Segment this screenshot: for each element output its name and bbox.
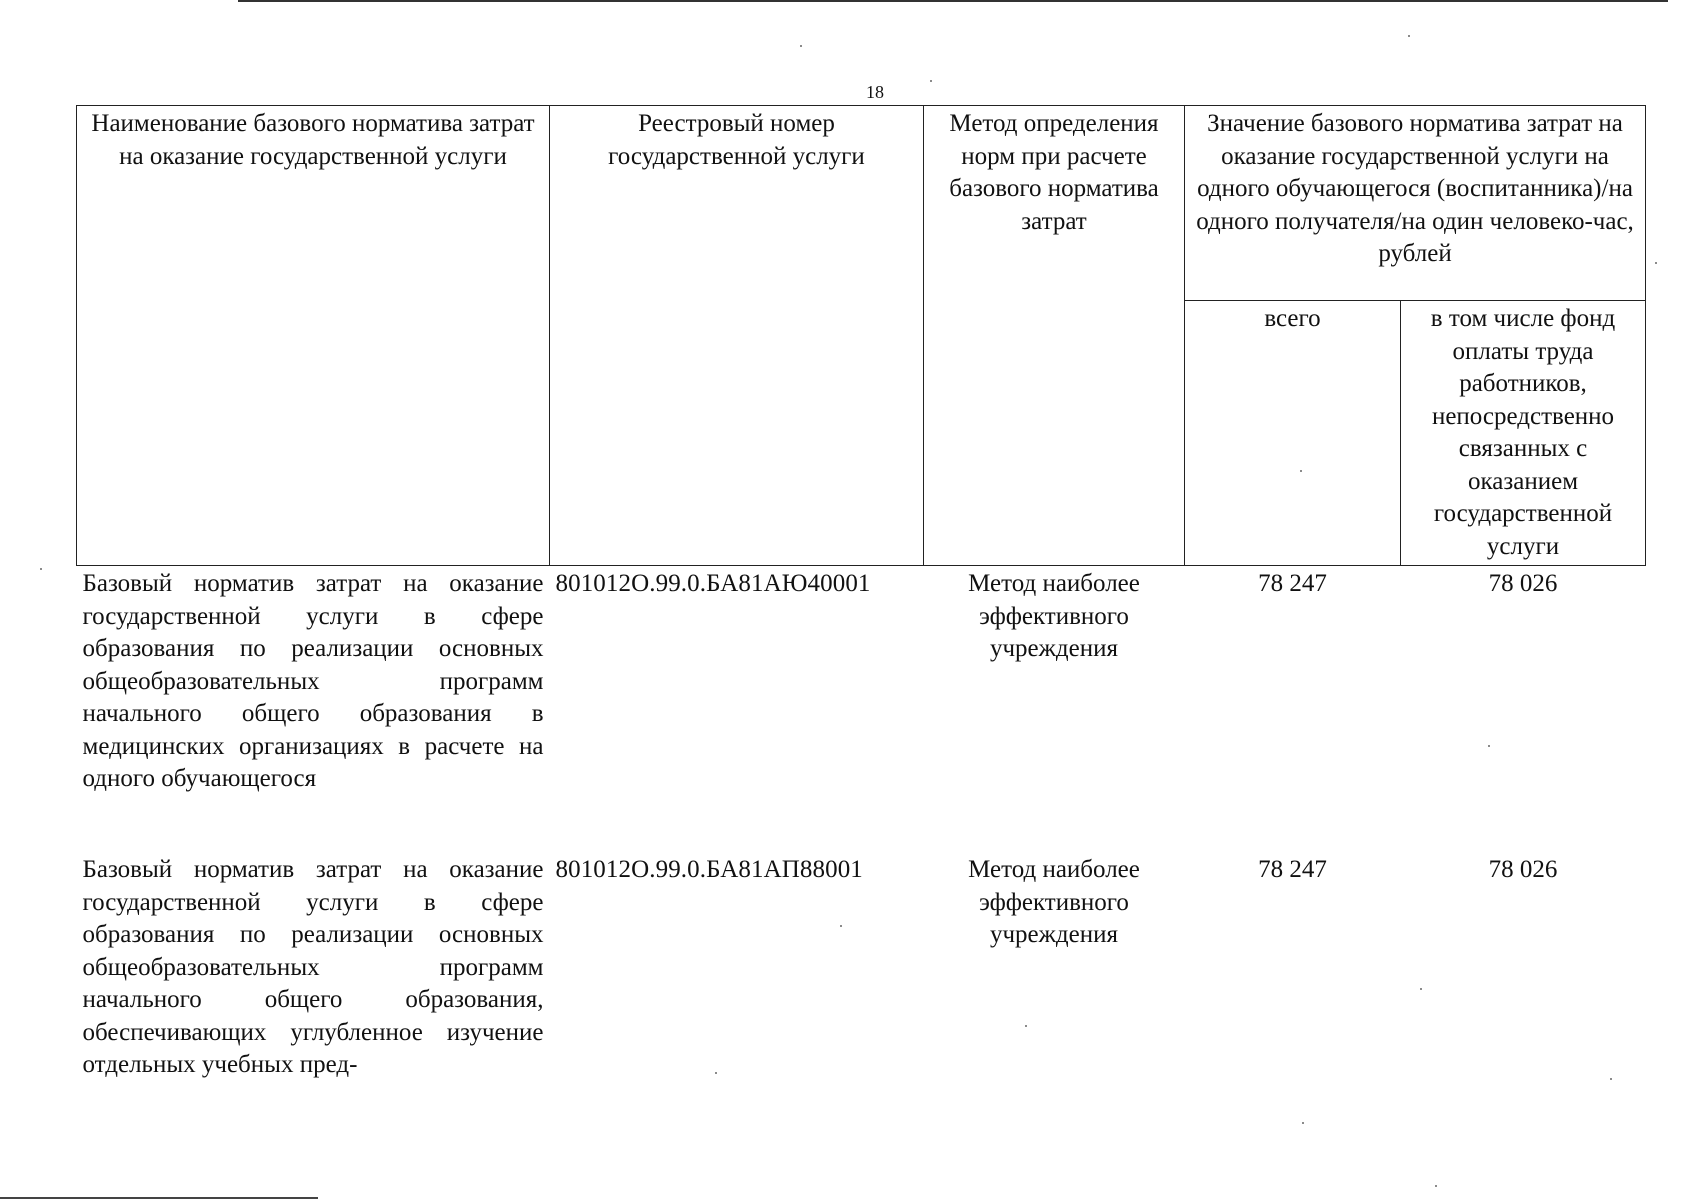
- header-value: Значение базового норматива затрат на оказание государственной услуги на одного обучающегося (воспитанника)/на одного получателя/на один человеко-час, рублей: [1185, 106, 1646, 301]
- scan-speck: [1025, 1025, 1027, 1027]
- scan-speck: [930, 80, 932, 82]
- scan-edge-top: [238, 0, 1668, 2]
- scan-speck: [1435, 1185, 1437, 1187]
- row-total: 78 247: [1258, 570, 1327, 597]
- scan-speck: [1302, 1122, 1304, 1124]
- row-name: Базовый норматив затрат на оказание государственной услуги в сфере образования по реализации основных общеобразовательных программ начального общего образования в медицинских организациях в расчете на одного обучающегося: [82, 570, 544, 792]
- page-number: 18: [866, 82, 884, 102]
- scan-speck: [800, 45, 802, 47]
- row-method: Метод наиболее эффективного учреждения: [968, 856, 1140, 948]
- scan-speck: [840, 925, 842, 927]
- header-registry-number: Реестровый номер государственной услуги: [550, 106, 924, 566]
- scan-speck: [1610, 1078, 1612, 1080]
- scan-speck: [1408, 35, 1410, 37]
- scan-speck: [1488, 745, 1490, 747]
- row-registry-number: 801012О.99.0.БА81АП88001: [555, 856, 863, 883]
- header-name: Наименование базового норматива затрат на оказание государственной услуги: [77, 106, 550, 566]
- scan-speck: [1655, 262, 1657, 264]
- scan-speck: [1420, 988, 1422, 990]
- scan-speck: [40, 568, 42, 570]
- row-payroll: 78 026: [1488, 856, 1558, 883]
- base-cost-norm-table: [76, 105, 1646, 1096]
- row-name: Базовый норматив затрат на оказание государственной услуги в сфере образования по реализации основных общеобразовательных программ начального общего образования, обеспечивающих углубленное изучение отдельных учебных пред-: [82, 856, 544, 1078]
- row-registry-number: 801012О.99.0.БА81АЮ40001: [555, 570, 871, 597]
- row-method: Метод наиболее эффективного учреждения: [968, 570, 1140, 662]
- header-method: Метод определения норм при расчете базового норматива затрат: [924, 106, 1185, 566]
- header-value-payroll: в том числе фонд оплаты труда работников, непосредственно связанных с оказанием государственной услуги: [1401, 301, 1646, 566]
- row-total: 78 247: [1258, 856, 1327, 883]
- scan-speck: [715, 1072, 717, 1074]
- scan-edge-bottom: [0, 1197, 318, 1199]
- table-row: [77, 566, 1646, 853]
- scan-speck: [1300, 470, 1302, 472]
- header-value-total: всего: [1185, 301, 1401, 566]
- table-row: [77, 852, 1646, 1096]
- row-payroll: 78 026: [1488, 570, 1558, 597]
